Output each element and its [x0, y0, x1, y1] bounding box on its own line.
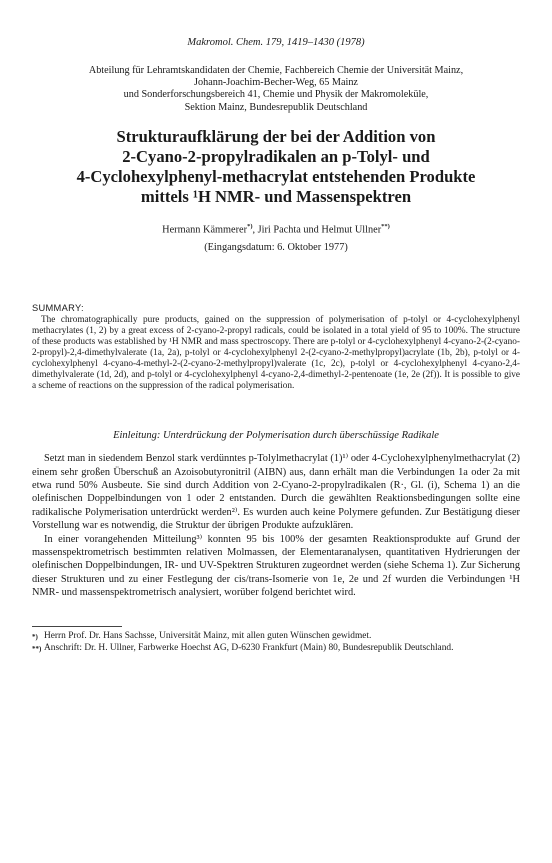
title-line: 2-Cyano-2-propylradikalen an p-Tolyl- und [122, 146, 430, 166]
paragraph: Setzt man in siedendem Benzol stark verdünntes p-Tolylmethacrylat (1)¹⁾ oder 4-Cyclohexylphenylmethacrylat (2) einem sehr großen Überschuß an Azoisobutyronitril (AIBN) aus, dann erhält man die Verbindungen 1a oder 2a mit etwa rund 50% Ausbeute. Sie sind durch Addition von 2-Cyano-2-propylradikalen (R·, Gl. (i), Schema 1) an die olefinischen Doppelbindungen von 1 oder 2 entstanden. Durch die gewählten Reaktionsbedingungen sollte eine radikalische Polymerisation unterdrückt werden²⁾. Es wurden auch keine Polymere gefunden. Zur Bestätigung dieser Vorstellung war es notwendig, die Struktur der übrigen Produkte aufzuklären. [32, 453, 520, 532]
affiliation [32, 65, 520, 114]
footnote [32, 631, 520, 643]
section-heading: Einleitung: Unterdrückung der Polymerisation durch überschüssige Radikale [113, 430, 439, 442]
footnote-mark: *) [32, 632, 38, 641]
paper-title [32, 127, 520, 207]
footnote [32, 643, 520, 655]
summary-text: The chromatographically pure products, gained on the suppression of polymerisation of p-tolyl or 4-cyclohexylphenyl methacrylates (1, 2) by a great excess of 2-cyano-2-propyl radicals, could be isolated in a total yield of 95 to 100%. The structure of these products was established by ¹H NMR and mass spectroscopy. There are p-tolyl or 4-cyclohexylphenyl 4-cyano-2-(2-cyano-2-propyl)-2,4-dimethylvalerate (1a, 2a), p-tolyl or 4-cyclohexylphenyl 2-(2-cyano-2-methylpropyl)acrylate (1b, 2b), p-tolyl or 4-cyclohexylphenyl 4-cyano-4-methyl-2-(2-cyano-2-methylpropyl)valerate (1c, 2c), p-tolyl or 4-cyclohexylphenyl 4-cyano-2,4-dimethylvalerate (1d, 2d), and p-tolyl or 4-cyclohexylphenyl 4-cyano-2,4-dimethyl-2-pentenoate (1e, 2e (2f)). It is possible to give a scheme of reactions on the suppression of the radical polymerisation. [32, 315, 520, 392]
affiliation-line: Abteilung für Lehramtskandidaten der Chemie, Fachbereich Chemie der Universität Mainz, [88, 65, 464, 76]
title-line: mittels ¹H NMR- und Massenspektren [140, 186, 412, 206]
summary-heading: SUMMARY: [32, 303, 84, 314]
body-text [32, 452, 520, 599]
received-date: (Eingangsdatum: 6. Oktober 1977) [204, 242, 348, 254]
affiliation-line: und Sonderforschungsbereich 41, Chemie und Physik der Makromoleküle, [123, 89, 429, 101]
footnote-text: Herrn Prof. Dr. Hans Sachsse, Universität Mainz, mit allen guten Wünschen gewidmet. [44, 630, 372, 641]
footnote-text: Anschrift: Dr. H. Ullner, Farbwerke Hoechst AG, D-6230 Frankfurt (Main) 80, Bundesrepublik Deutschland. [44, 642, 454, 653]
affiliation-line: Johann-Joachim-Becher-Weg, 65 Mainz [194, 77, 358, 89]
footnote-marker: *) [247, 222, 253, 230]
author-list [32, 221, 520, 236]
footnotes [32, 631, 520, 655]
paragraph: In einer vorangehenden Mitteilung³⁾ konnten 95 bis 100% der gesamten Reaktionsprodukte auf Grund der massenspektrometrisch bestimmten relativen Molmassen, der Elementaranalysen, quantitativen Hydrierungen der olefinischen Doppelbindungen, IR- und UV-Spektren Strukturen zugeordnet werden (siehe Schema 1). Zur Sicherung dieser Strukturen und zu einer Festlegung der cis/trans-Isomerie von 1e, 2e und 2f wurden die Verbindungen ¹H NMR- und massenspektrometrisch analysiert, worüber folgend berichtet wird. [32, 533, 520, 599]
author-name: , Jiri Pachta und Helmut Ullner [252, 224, 382, 236]
footnote-marker: **) [381, 222, 390, 230]
title-line: 4-Cyclohexylphenyl-methacrylat entstehenden Produkte [76, 166, 476, 186]
affiliation-line: Sektion Mainz, Bundesrepublik Deutschland [184, 101, 368, 113]
author-name: Hermann Kämmerer [162, 224, 248, 236]
footnote-mark: **) [32, 644, 42, 653]
journal-citation: Makromol. Chem. 179, 1419–1430 (1978) [187, 37, 365, 48]
title-line: Strukturaufklärung der bei der Addition von [116, 126, 436, 146]
footnote-divider [32, 626, 122, 627]
